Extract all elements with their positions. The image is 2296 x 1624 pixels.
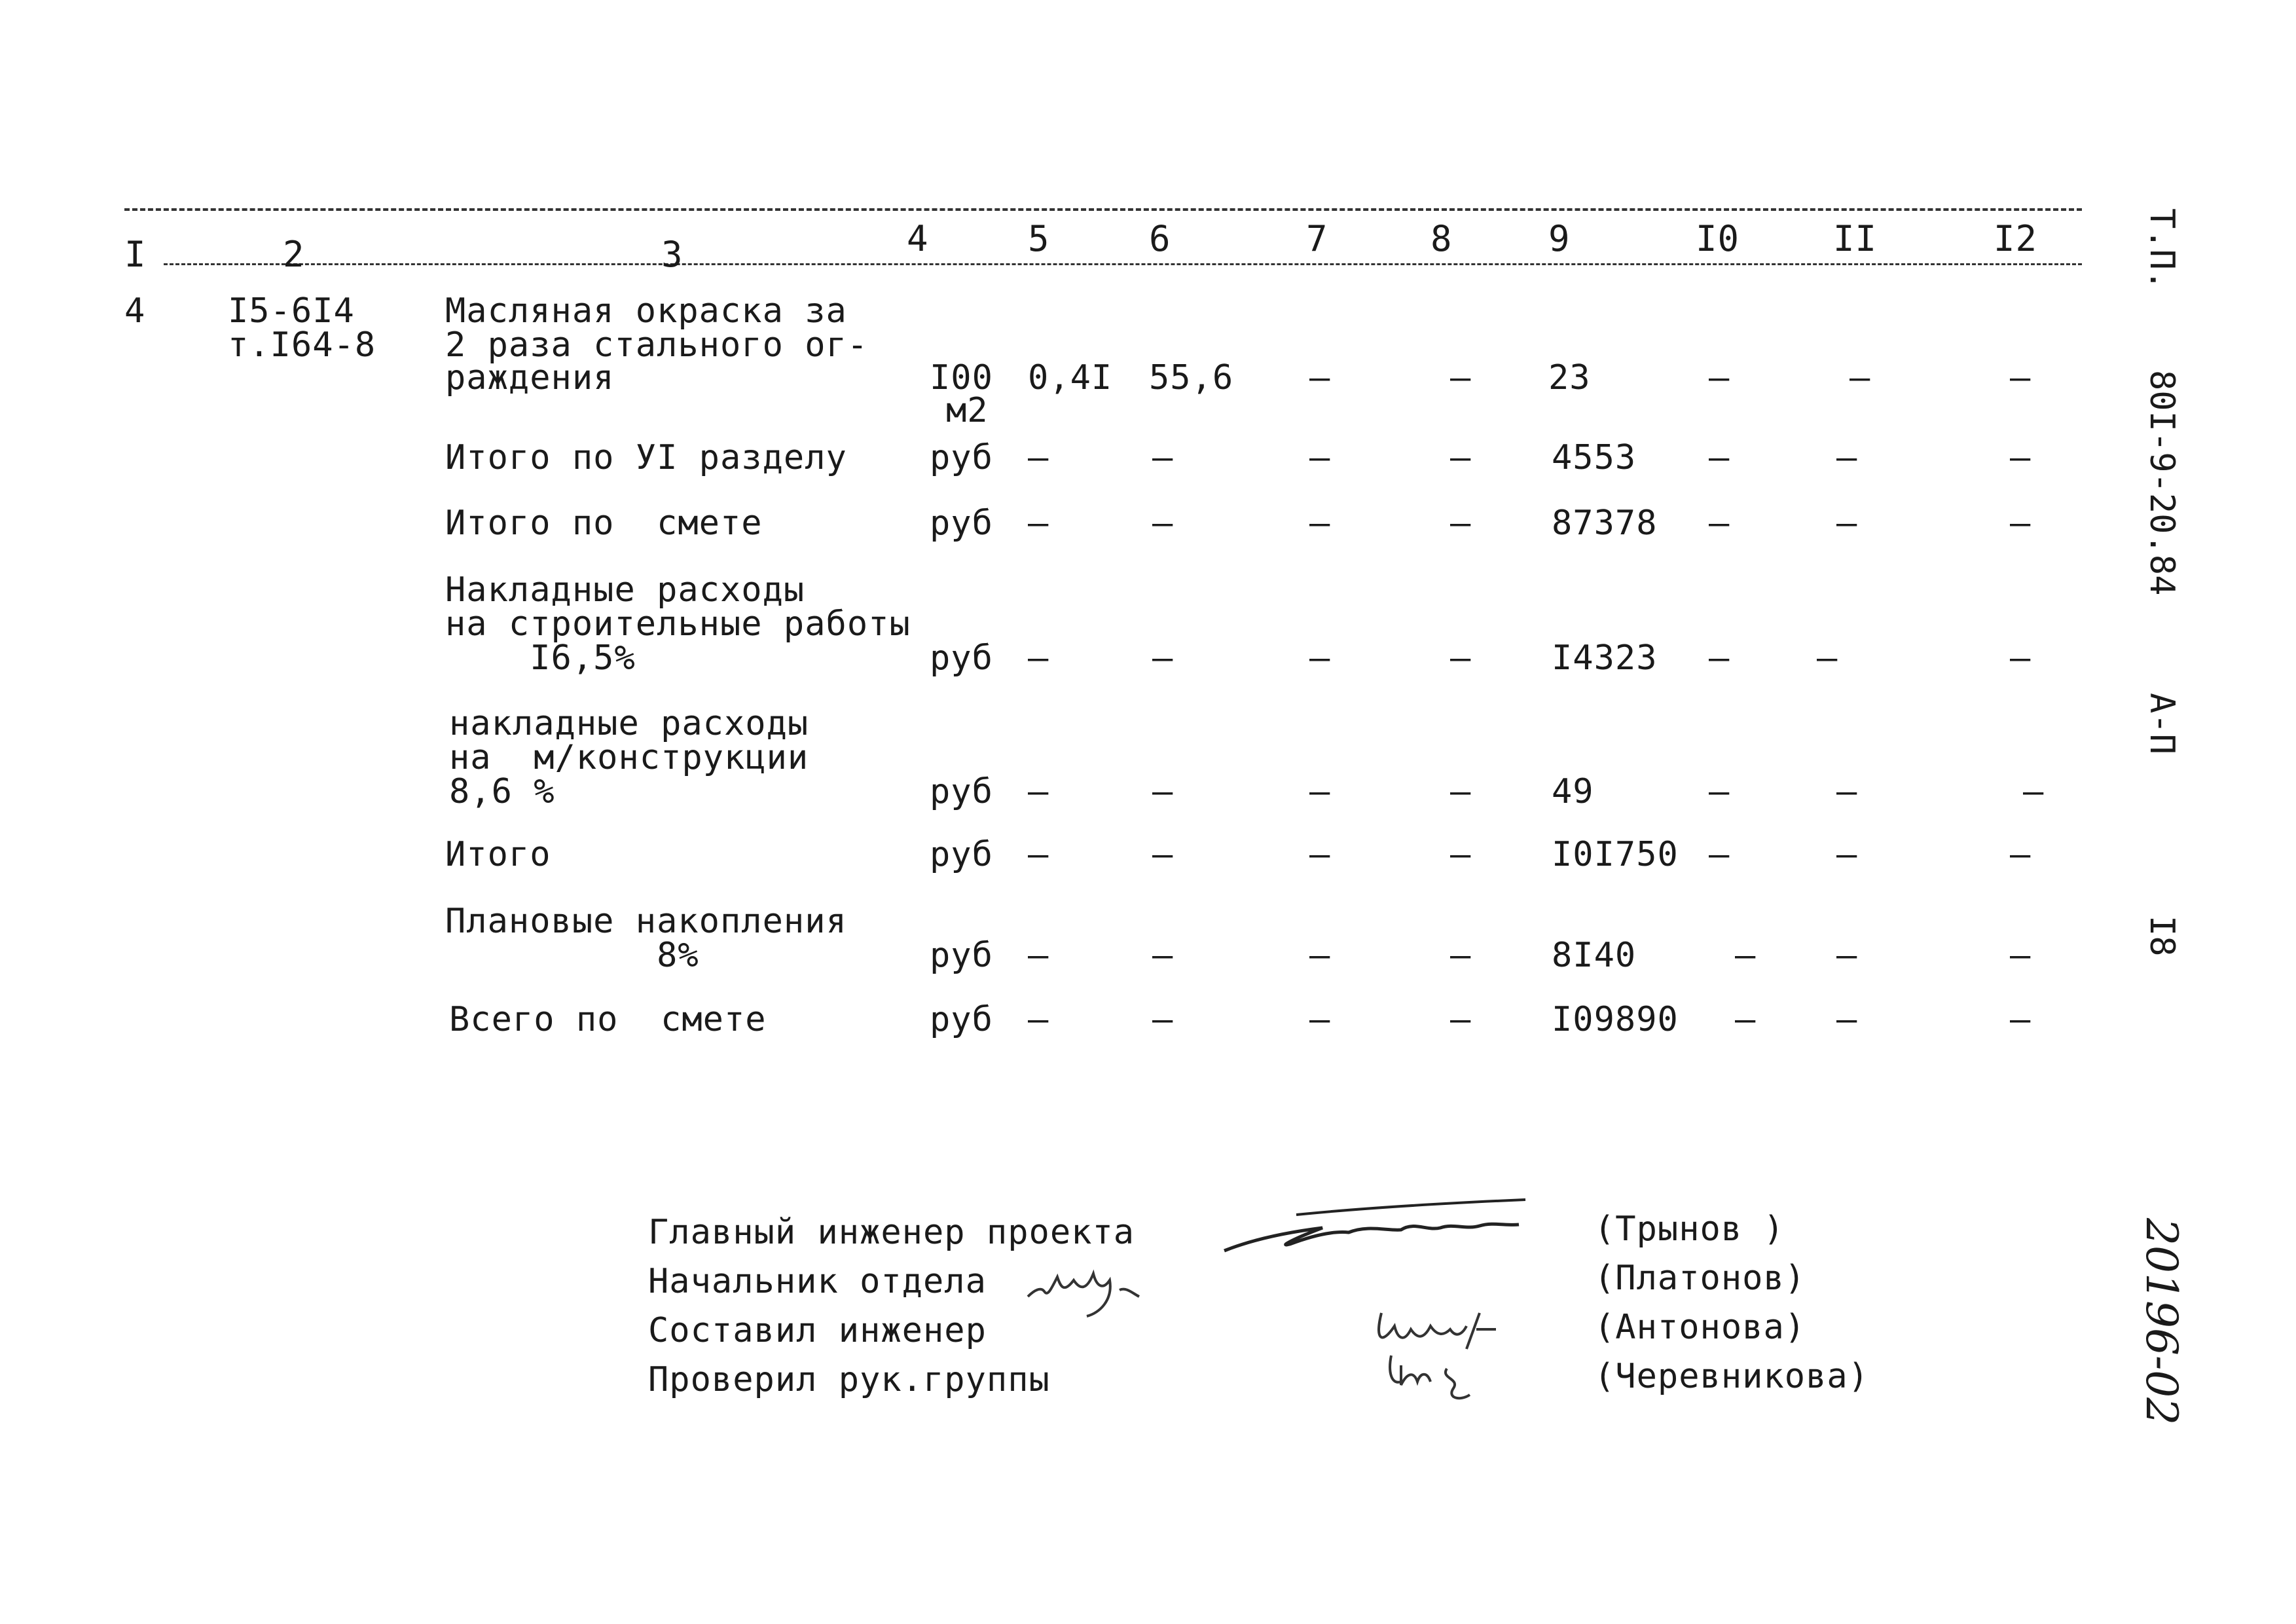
summary-cell-c7: – [1309,504,1331,543]
summary-cell-c7: – [1309,936,1331,975]
summary-cell-c6: – [1152,772,1174,811]
summary-cell-c7: – [1309,1000,1331,1039]
summary-label-line: 8% [445,936,699,975]
signature-name: (Черевникова) [1594,1357,1869,1396]
item-col-11: – [1850,358,1871,397]
summary-cell-c11: – [1836,504,1858,543]
summary-cell-c12: – [2010,1000,2032,1039]
col-header-2: 2 [283,234,305,275]
summary-cell-c8: – [1450,1000,1472,1039]
summary-cell-c6: – [1152,835,1174,874]
summary-total-value: 4553 [1552,438,1637,477]
item-code: I5-6I4 [228,291,355,331]
signature-name: (Антонова) [1594,1308,1806,1347]
col-header-10: I0 [1696,218,1740,259]
handwritten-signature-group-head [1381,1346,1512,1411]
summary-cell-c10: – [1735,936,1757,975]
summary-cell-c10: – [1709,772,1730,811]
summary-cell-c11: – [1817,638,1838,678]
summary-total-value: 8I40 [1552,936,1637,975]
signature-role: Проверил рук.группы [648,1360,1050,1399]
col-header-6: 6 [1149,218,1171,259]
summary-cell-c10: – [1709,835,1730,874]
item-col-8: – [1450,358,1472,397]
item-col-12: – [2010,358,2032,397]
item-reference: т.I64-8 [228,325,376,365]
summary-cell-c12: – [2010,504,2032,543]
signature-role: Главный инженер проекта [648,1213,1135,1252]
summary-total-value: I0I750 [1552,835,1679,874]
item-description-line: 2 раза стального ог- [445,325,869,365]
summary-label-line: Итого по УI разделу [445,438,847,477]
summary-cell-c10: – [1709,638,1730,678]
summary-cell-c11: – [1836,835,1858,874]
col-header-4: 4 [907,218,929,259]
summary-cell-c10: – [1709,504,1730,543]
summary-label-line: на м/конструкции [449,738,809,777]
summary-cell-c11: – [1836,772,1858,811]
item-unit-measure: м2 [946,391,989,430]
summary-total-value: I09890 [1552,1000,1679,1039]
col-header-5: 5 [1028,218,1050,259]
summary-label-line: накладные расходы [449,704,809,743]
summary-unit: руб [930,504,993,543]
summary-unit: руб [930,438,993,477]
summary-unit: руб [930,936,993,975]
col-header-9: 9 [1548,218,1571,259]
col-header-8: 8 [1430,218,1453,259]
header-dashed-rule [164,263,2082,265]
margin-project-number: 80I-9-20.84 [2142,370,2181,596]
summary-cell-c12: – [2010,438,2032,477]
summary-cell-c5: – [1028,638,1049,678]
signature-role: Начальник отдела [648,1262,987,1301]
summary-label-line: Итого [445,835,551,874]
summary-unit: руб [930,835,993,874]
item-description-line: Масляная окраска за [445,291,847,331]
summary-cell-c10: – [1709,438,1730,477]
summary-cell-c8: – [1450,835,1472,874]
summary-cell-c7: – [1309,835,1331,874]
top-dashed-rule [124,208,2082,211]
summary-label-line: 8,6 % [449,772,555,811]
item-unit: I00 [930,358,993,397]
summary-label-line: на строительные работы [445,604,911,644]
summary-label-line: I6,5% [445,638,636,678]
summary-label-line: Плановые накопления [445,902,847,941]
summary-unit: руб [930,638,993,678]
summary-cell-c8: – [1450,772,1472,811]
summary-cell-c6: – [1152,1000,1174,1039]
summary-cell-c8: – [1450,936,1472,975]
col-header-7: 7 [1306,218,1328,259]
summary-cell-c12: – [2010,835,2032,874]
summary-cell-c7: – [1309,438,1331,477]
summary-cell-c12: – [2010,936,2032,975]
summary-cell-c6: – [1152,504,1174,543]
col-header-1: I [124,234,147,275]
summary-cell-c6: – [1152,936,1174,975]
item-quantity: 0,4I [1028,358,1113,397]
col-header-12: I2 [1994,218,2038,259]
summary-cell-c5: – [1028,772,1049,811]
summary-cell-c11: – [1836,1000,1858,1039]
summary-label-line: Итого по смете [445,504,763,543]
summary-cell-c5: – [1028,1000,1049,1039]
summary-cell-c6: – [1152,438,1174,477]
margin-album: А-П [2142,693,2181,754]
item-cost: 23 [1548,358,1591,397]
handwritten-signature-department-head [1021,1251,1205,1323]
item-description-line: раждения [445,358,615,397]
item-unit-price: 55,6 [1149,358,1234,397]
summary-cell-c10: – [1735,1000,1757,1039]
summary-cell-c7: – [1309,772,1331,811]
summary-cell-c8: – [1450,504,1472,543]
summary-cell-c8: – [1450,638,1472,678]
signature-role: Составил инженер [648,1311,987,1350]
summary-cell-c8: – [1450,438,1472,477]
summary-cell-c11: – [1836,438,1858,477]
col-header-11: II [1833,218,1878,259]
summary-unit: руб [930,1000,993,1039]
summary-cell-c6: – [1152,638,1174,678]
summary-cell-c7: – [1309,638,1331,678]
margin-page-number: I8 [2142,915,2181,957]
handwritten-signature-chief-engineer [1218,1192,1558,1270]
margin-document-type: Т.П. [2142,208,2181,291]
item-number: 4 [124,291,146,331]
summary-total-value: I4323 [1552,638,1658,678]
summary-cell-c5: – [1028,438,1049,477]
signature-name: (Трынов ) [1594,1209,1785,1249]
summary-cell-c5: – [1028,835,1049,874]
summary-cell-c5: – [1028,936,1049,975]
col-header-3: 3 [661,234,683,275]
summary-total-value: 87378 [1552,504,1658,543]
summary-total-value: 49 [1552,772,1594,811]
summary-cell-c12: – [2010,638,2032,678]
summary-cell-c5: – [1028,504,1049,543]
item-col-10: – [1709,358,1730,397]
summary-label-line: Всего по смете [449,1000,767,1039]
margin-inventory-number: 20196-02 [2136,1218,2187,1426]
summary-unit: руб [930,772,993,811]
signature-name: (Платонов) [1594,1259,1806,1298]
summary-cell-c12: – [2023,772,2045,811]
item-col-7: – [1309,358,1331,397]
summary-cell-c11: – [1836,936,1858,975]
summary-label-line: Накладные расходы [445,570,805,610]
